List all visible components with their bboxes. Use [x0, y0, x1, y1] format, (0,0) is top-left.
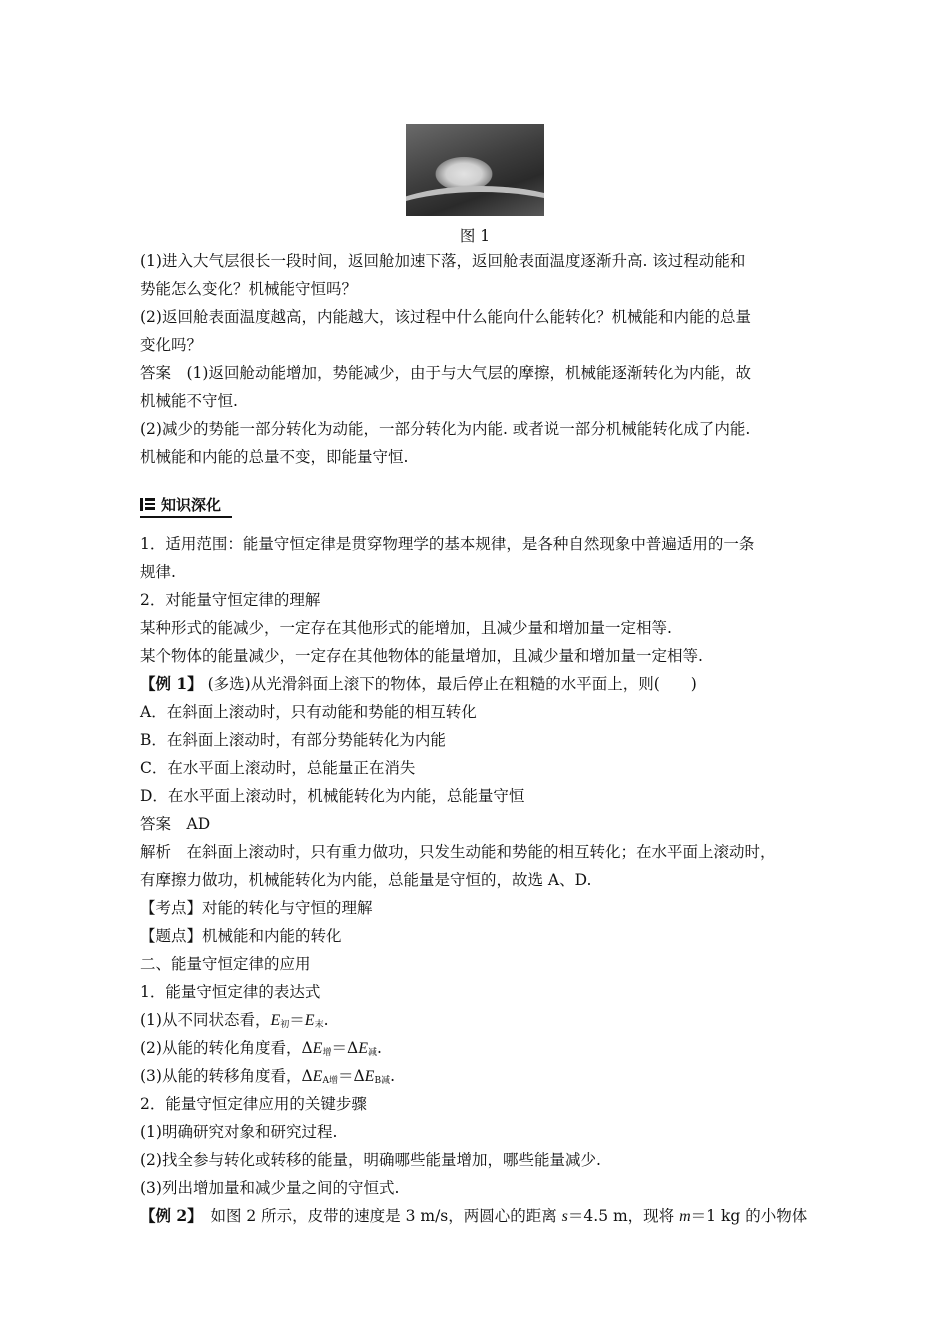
subscript: A增	[322, 1076, 338, 1086]
tidian-label: 【题点】机械能和内能的转化	[140, 927, 342, 945]
part2-heading: 二、能量守恒定律的应用	[140, 955, 311, 973]
answer-line: (2)减少的势能一部分转化为动能，一部分转化为内能. 或者说一部分机械能转化成了内能.	[140, 420, 751, 438]
formula-2	[140, 1037, 382, 1064]
delta: Δ	[301, 1039, 313, 1057]
question-line: 势能怎么变化？机械能守恒吗？	[140, 280, 358, 298]
example2-tag: 【例 2】	[140, 1206, 195, 1225]
symbol-e: E	[358, 1040, 368, 1057]
symbol-e: E	[312, 1040, 323, 1057]
period: .	[376, 1039, 382, 1057]
knowledge-line: 某种形式的能减少，一定存在其他形式的能增加，且减少量和增加量一定相等.	[140, 619, 672, 637]
step-line: (3)列出增加量和减少量之间的守恒式.	[140, 1179, 400, 1197]
symbol-e: E	[270, 1012, 281, 1029]
example1-text: (多选)从光滑斜面上滚下的物体，最后停止在粗糙的水平面上，则( )	[202, 675, 697, 693]
answer-line: 机械能和内能的总量不变，即能量守恒.	[140, 448, 409, 466]
option-b: B．在斜面上滚动时，有部分势能转化为内能	[140, 731, 446, 749]
period: .	[323, 1011, 329, 1029]
section-heading	[140, 492, 232, 518]
return-capsule-photo	[406, 124, 544, 216]
knowledge-line: 1．适用范围：能量守恒定律是贯穿物理学的基本规律，是各种自然现象中普遍适用的一条	[140, 535, 755, 553]
symbol-e: E	[304, 1012, 315, 1029]
delta: Δ	[346, 1039, 359, 1057]
delta: Δ	[301, 1067, 313, 1085]
equals: ＝	[337, 1067, 354, 1085]
example1-analysis: 解析 在斜面上滚动时，只有重力做功，只发生动能和势能的相互转化；在水平面上滚动时，	[140, 843, 776, 861]
formula-text: (1)从不同状态看，	[140, 1011, 271, 1029]
question-line: (2)返回舱表面温度越高，内能越大，该过程中什么能向什么能转化？机械能和内能的总量	[140, 308, 751, 326]
knowledge-line: 某个物体的能量减少，一定存在其他物体的能量增加，且减少量和增加量一定相等.	[140, 647, 703, 665]
step-line: (1)明确研究对象和研究过程.	[140, 1123, 338, 1141]
period: .	[390, 1067, 396, 1085]
equals: ＝	[331, 1039, 347, 1057]
formula-3	[140, 1065, 395, 1092]
question-line: (1)进入大气层很长一段时间，返回舱加速下落，返回舱表面温度逐渐升高. 该过程动能和	[140, 252, 746, 270]
example2-text: ＝4.5 m，现将	[567, 1207, 680, 1225]
knowledge-line: 2．对能量守恒定律的理解	[140, 591, 321, 609]
subscript: 减	[367, 1048, 377, 1058]
example1-stem	[140, 673, 697, 695]
symbol-s: s	[561, 1208, 568, 1225]
delta: Δ	[353, 1067, 365, 1085]
symbol-e: E	[364, 1068, 375, 1085]
example1-analysis: 有摩擦力做功，机械能转化为内能，总能量是守恒的，故选 A、D.	[140, 871, 592, 889]
list-icon	[140, 498, 155, 511]
option-c: C．在水平面上滚动时，总能量正在消失	[140, 759, 416, 777]
step-line: (2)找全参与转化或转移的能量，明确哪些能量增加，哪些能量减少.	[140, 1151, 601, 1169]
option-a: A．在斜面上滚动时，只有动能和势能的相互转化	[140, 703, 477, 721]
subscript: 末	[314, 1020, 324, 1030]
example1-answer: 答案 AD	[140, 815, 211, 833]
formula-1	[140, 1009, 329, 1036]
figure-caption: 图 1	[459, 227, 491, 245]
subscript: 增	[322, 1048, 332, 1058]
formula-text: (2)从能的转化角度看，	[140, 1039, 302, 1057]
part2-sub2: 2．能量守恒定律应用的关键步骤	[140, 1095, 367, 1113]
subscript: B减	[374, 1076, 391, 1086]
symbol-m: m	[679, 1208, 691, 1225]
kaodian-label: 【考点】对能的转化与守恒的理解	[140, 899, 373, 917]
symbol-e: E	[312, 1068, 323, 1085]
example2-text: 如图 2 所示，皮带的速度是 3 m/s，两圆心的距离	[194, 1207, 562, 1225]
subscript: 初	[280, 1020, 290, 1030]
question-line: 变化吗？	[140, 336, 203, 354]
answer-line: 机械能不守恒.	[140, 392, 238, 410]
equals: ＝	[289, 1011, 305, 1029]
knowledge-line: 规律.	[140, 563, 176, 581]
part2-sub1: 1．能量守恒定律的表达式	[140, 983, 321, 1001]
section-title: 知识深化	[161, 495, 222, 514]
option-d: D．在水平面上滚动时，机械能转化为内能，总能量守恒	[140, 787, 525, 805]
example2-text: ＝1 kg 的小物体	[690, 1207, 808, 1225]
formula-text: (3)从能的转移角度看，	[140, 1067, 302, 1085]
answer-line: 答案 (1)返回舱动能增加，势能减少，由于与大气层的摩擦，机械能逐渐转化为内能，故	[140, 364, 751, 382]
example2-stem	[140, 1205, 807, 1228]
example1-tag: 【例 1】	[140, 674, 203, 693]
